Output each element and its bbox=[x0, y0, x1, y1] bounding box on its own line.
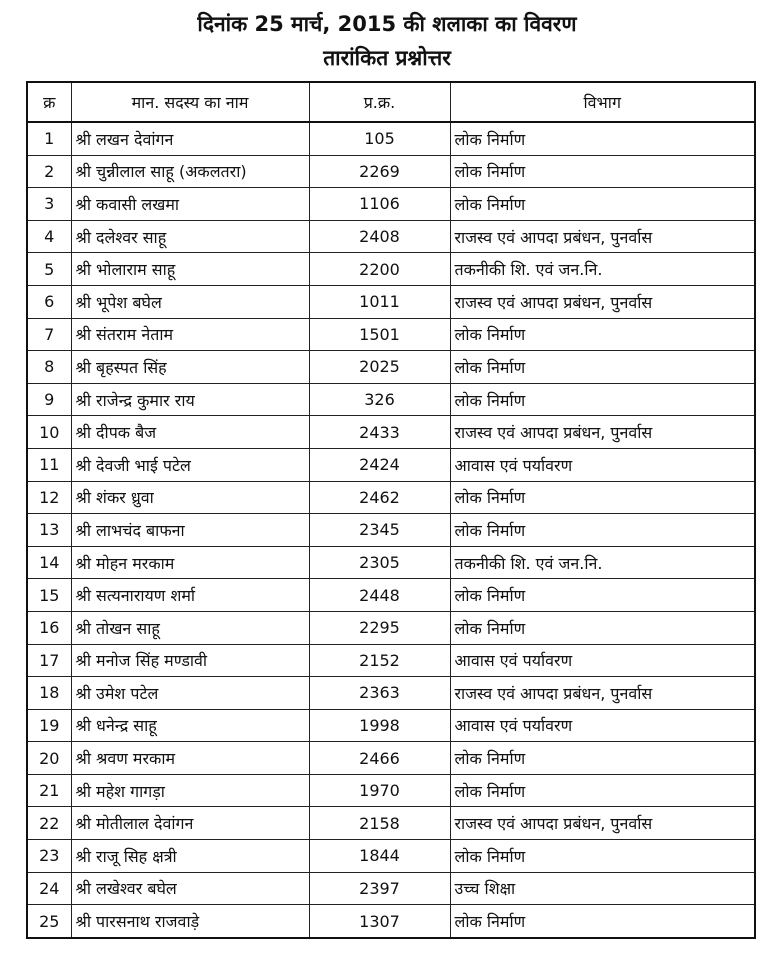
question-number-cell: 2269 bbox=[309, 155, 450, 188]
serial-cell: 20 bbox=[27, 742, 71, 775]
department-cell: आवास एवं पर्यावरण bbox=[450, 644, 755, 677]
member-name-cell: श्री शंकर ध्रुवा bbox=[71, 481, 309, 514]
table-row bbox=[27, 448, 755, 481]
department-cell: लोक निर्माण bbox=[450, 481, 755, 514]
department-cell: लोक निर्माण bbox=[450, 742, 755, 775]
table-row bbox=[27, 122, 755, 155]
serial-cell: 24 bbox=[27, 872, 71, 905]
page-subtitle: तारांकित प्रश्नोत्तर bbox=[323, 46, 451, 70]
table-header-row bbox=[27, 82, 755, 122]
table-row bbox=[27, 318, 755, 351]
member-name-cell: श्री संतराम नेताम bbox=[71, 318, 309, 351]
column-header-serial: क्र bbox=[27, 82, 71, 122]
department-cell: लोक निर्माण bbox=[450, 905, 755, 938]
member-name-cell: श्री तोखन साहू bbox=[71, 611, 309, 644]
question-number-cell: 2158 bbox=[309, 807, 450, 840]
table-row bbox=[27, 481, 755, 514]
question-number-cell: 1844 bbox=[309, 840, 450, 873]
department-cell: तकनीकी शि. एवं जन.नि. bbox=[450, 546, 755, 579]
table-row bbox=[27, 774, 755, 807]
department-cell: लोक निर्माण bbox=[450, 318, 755, 351]
table-row bbox=[27, 677, 755, 710]
question-number-cell: 2448 bbox=[309, 579, 450, 612]
table-row bbox=[27, 579, 755, 612]
question-number-cell: 1501 bbox=[309, 318, 450, 351]
serial-cell: 2 bbox=[27, 155, 71, 188]
question-number-cell: 2200 bbox=[309, 253, 450, 286]
department-cell: लोक निर्माण bbox=[450, 155, 755, 188]
table-row bbox=[27, 155, 755, 188]
column-header-member-name: मान. सदस्य का नाम bbox=[71, 82, 309, 122]
department-cell: तकनीकी शि. एवं जन.नि. bbox=[450, 253, 755, 286]
table-row bbox=[27, 546, 755, 579]
serial-cell: 21 bbox=[27, 774, 71, 807]
member-name-cell: श्री मोतीलाल देवांगन bbox=[71, 807, 309, 840]
table-row bbox=[27, 905, 755, 938]
serial-cell: 3 bbox=[27, 188, 71, 221]
question-number-cell: 2295 bbox=[309, 611, 450, 644]
table-row bbox=[27, 644, 755, 677]
serial-cell: 15 bbox=[27, 579, 71, 612]
serial-cell: 12 bbox=[27, 481, 71, 514]
members-table bbox=[26, 81, 756, 939]
table-row bbox=[27, 872, 755, 905]
serial-cell: 11 bbox=[27, 448, 71, 481]
question-number-cell: 2363 bbox=[309, 677, 450, 710]
table-row bbox=[27, 253, 755, 286]
question-number-cell: 2466 bbox=[309, 742, 450, 775]
department-cell: लोक निर्माण bbox=[450, 611, 755, 644]
member-name-cell: श्री मोहन मरकाम bbox=[71, 546, 309, 579]
serial-cell: 4 bbox=[27, 220, 71, 253]
serial-cell: 9 bbox=[27, 383, 71, 416]
serial-cell: 23 bbox=[27, 840, 71, 873]
member-name-cell: श्री उमेश पटेल bbox=[71, 677, 309, 710]
member-name-cell: श्री भोलाराम साहू bbox=[71, 253, 309, 286]
member-name-cell: श्री मनोज सिंह मण्डावी bbox=[71, 644, 309, 677]
serial-cell: 19 bbox=[27, 709, 71, 742]
serial-cell: 5 bbox=[27, 253, 71, 286]
serial-cell: 8 bbox=[27, 351, 71, 384]
member-name-cell: श्री राजू सिह क्षत्री bbox=[71, 840, 309, 873]
member-name-cell: श्री सत्यनारायण शर्मा bbox=[71, 579, 309, 612]
serial-cell: 25 bbox=[27, 905, 71, 938]
member-name-cell: श्री लखेश्वर बघेल bbox=[71, 872, 309, 905]
question-number-cell: 326 bbox=[309, 383, 450, 416]
question-number-cell: 2345 bbox=[309, 514, 450, 547]
department-cell: राजस्व एवं आपदा प्रबंधन, पुनर्वास bbox=[450, 807, 755, 840]
table-row bbox=[27, 807, 755, 840]
serial-cell: 1 bbox=[27, 122, 71, 155]
table-row bbox=[27, 611, 755, 644]
table-row bbox=[27, 514, 755, 547]
question-number-cell: 105 bbox=[309, 122, 450, 155]
member-name-cell: श्री देवजी भाई पटेल bbox=[71, 448, 309, 481]
member-name-cell: श्री महेश गागड़ा bbox=[71, 774, 309, 807]
page-title: दिनांक 25 मार्च, 2015 की शलाका का विवरण bbox=[197, 12, 577, 36]
question-number-cell: 2462 bbox=[309, 481, 450, 514]
department-cell: लोक निर्माण bbox=[450, 840, 755, 873]
question-number-cell: 1011 bbox=[309, 285, 450, 318]
question-number-cell: 1106 bbox=[309, 188, 450, 221]
serial-cell: 7 bbox=[27, 318, 71, 351]
table-row bbox=[27, 383, 755, 416]
serial-cell: 13 bbox=[27, 514, 71, 547]
member-name-cell: श्री राजेन्द्र कुमार राय bbox=[71, 383, 309, 416]
column-header-department: विभाग bbox=[450, 82, 755, 122]
member-name-cell: श्री बृहस्पत सिंह bbox=[71, 351, 309, 384]
member-name-cell: श्री दीपक बैज bbox=[71, 416, 309, 449]
question-number-cell: 2397 bbox=[309, 872, 450, 905]
table-body bbox=[27, 122, 755, 938]
question-number-cell: 2152 bbox=[309, 644, 450, 677]
department-cell: राजस्व एवं आपदा प्रबंधन, पुनर्वास bbox=[450, 220, 755, 253]
member-name-cell: श्री लखन देवांगन bbox=[71, 122, 309, 155]
department-cell: लोक निर्माण bbox=[450, 514, 755, 547]
department-cell: आवास एवं पर्यावरण bbox=[450, 448, 755, 481]
table-row bbox=[27, 285, 755, 318]
member-name-cell: श्री चुन्नीलाल साहू (अकलतरा) bbox=[71, 155, 309, 188]
table-row bbox=[27, 709, 755, 742]
department-cell: आवास एवं पर्यावरण bbox=[450, 709, 755, 742]
member-name-cell: श्री धनेन्द्र साहू bbox=[71, 709, 309, 742]
member-name-cell: श्री दलेश्वर साहू bbox=[71, 220, 309, 253]
department-cell: लोक निर्माण bbox=[450, 774, 755, 807]
member-name-cell: श्री भूपेश बघेल bbox=[71, 285, 309, 318]
question-number-cell: 1998 bbox=[309, 709, 450, 742]
question-number-cell: 2433 bbox=[309, 416, 450, 449]
department-cell: उच्च शिक्षा bbox=[450, 872, 755, 905]
member-name-cell: श्री श्रवण मरकाम bbox=[71, 742, 309, 775]
table-row bbox=[27, 416, 755, 449]
table-row bbox=[27, 188, 755, 221]
department-cell: राजस्व एवं आपदा प्रबंधन, पुनर्वास bbox=[450, 285, 755, 318]
column-header-question-number: प्र.क्र. bbox=[309, 82, 450, 122]
member-name-cell: श्री कवासी लखमा bbox=[71, 188, 309, 221]
department-cell: लोक निर्माण bbox=[450, 579, 755, 612]
table-row bbox=[27, 840, 755, 873]
table-row bbox=[27, 220, 755, 253]
member-name-cell: श्री पारसनाथ राजवाड़े bbox=[71, 905, 309, 938]
table-row bbox=[27, 742, 755, 775]
serial-cell: 18 bbox=[27, 677, 71, 710]
department-cell: लोक निर्माण bbox=[450, 188, 755, 221]
department-cell: राजस्व एवं आपदा प्रबंधन, पुनर्वास bbox=[450, 416, 755, 449]
table-row bbox=[27, 351, 755, 384]
serial-cell: 6 bbox=[27, 285, 71, 318]
serial-cell: 14 bbox=[27, 546, 71, 579]
department-cell: लोक निर्माण bbox=[450, 351, 755, 384]
question-number-cell: 2408 bbox=[309, 220, 450, 253]
department-cell: लोक निर्माण bbox=[450, 122, 755, 155]
department-cell: लोक निर्माण bbox=[450, 383, 755, 416]
question-number-cell: 1307 bbox=[309, 905, 450, 938]
member-name-cell: श्री लाभचंद बाफना bbox=[71, 514, 309, 547]
department-cell: राजस्व एवं आपदा प्रबंधन, पुनर्वास bbox=[450, 677, 755, 710]
question-number-cell: 2025 bbox=[309, 351, 450, 384]
serial-cell: 10 bbox=[27, 416, 71, 449]
question-number-cell: 1970 bbox=[309, 774, 450, 807]
question-number-cell: 2424 bbox=[309, 448, 450, 481]
serial-cell: 17 bbox=[27, 644, 71, 677]
serial-cell: 22 bbox=[27, 807, 71, 840]
question-number-cell: 2305 bbox=[309, 546, 450, 579]
serial-cell: 16 bbox=[27, 611, 71, 644]
